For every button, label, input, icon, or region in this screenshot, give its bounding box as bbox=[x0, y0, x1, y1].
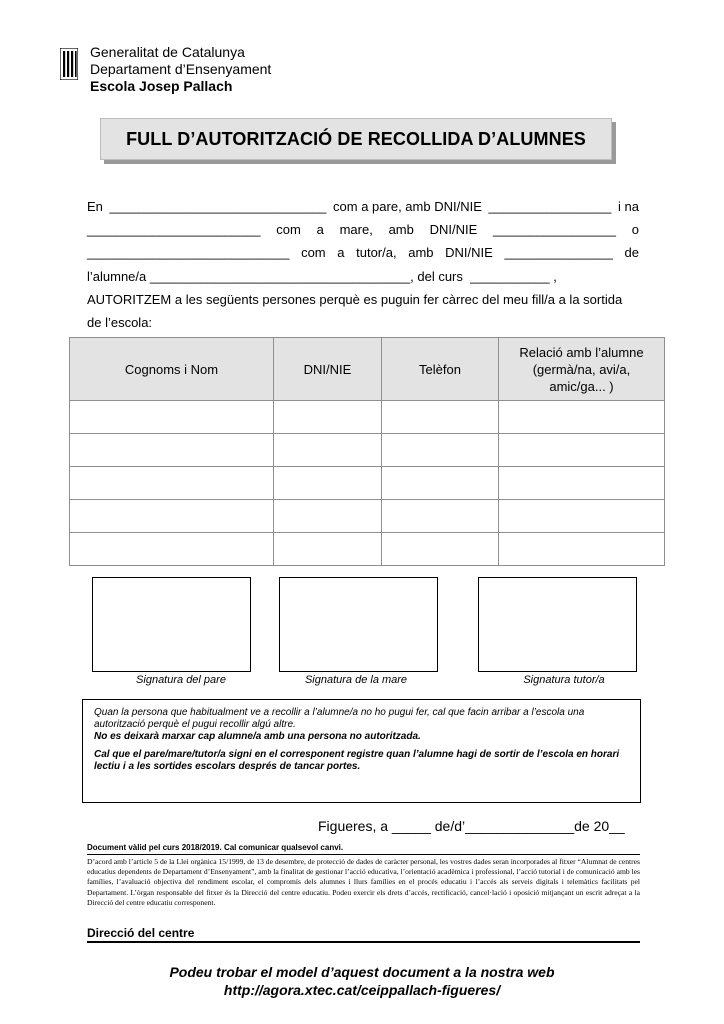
footer-text: Podeu trobar el model d’aquest document a la nostra web bbox=[169, 964, 555, 980]
col-header-phone: Telèfon bbox=[382, 338, 499, 401]
table-header-row bbox=[70, 338, 665, 401]
notice-warning: No es deixarà marxar cap alumne/a amb una persona no autoritzada. bbox=[94, 731, 421, 742]
generalitat-logo-icon bbox=[60, 48, 78, 80]
validity-note: Document vàlid pel curs 2018/2019. Cal comunicar qualsevol canvi. bbox=[87, 843, 344, 852]
header-generalitat: Generalitat de Catalunya bbox=[90, 44, 245, 60]
form-line-alumne: l’alumne/a ____________________________________, del curs ___________ , bbox=[87, 269, 557, 284]
signature-box-pare[interactable] bbox=[92, 577, 251, 672]
direccio-label: Direcció del centre bbox=[87, 926, 195, 940]
table-row bbox=[70, 434, 665, 467]
table-cell[interactable] bbox=[499, 467, 665, 500]
notice-instruction: Cal que el pare/mare/tutor/a signi en el corresponent registre quan l’alumne hagi de sortir de l’escola en horari lectiu i a les sortides escolars després de tancar portes. bbox=[94, 749, 620, 772]
signature-box-tutor[interactable] bbox=[478, 577, 637, 672]
table-cell[interactable] bbox=[499, 500, 665, 533]
legal-text: D’acord amb l’article 5 de la Llei orgànica 15/1999, de 13 de desembre, de protecció de dades de caràcter personal, les vostres dades seran incorporades al fitxer “Alumnat de centres educatius dependents de Departament d’Ensenyament”, amb la finalitat de gestionar l’acció educativa, l’orientació acadèmica i professional, l’acció tutorial i de comunicació amb les famílies, l’avaluació objectiva del rendiment escolar, el compromís dels alumnes i llurs famílies en el procés educatiu i l’accés als serveis digitals i telemàtics facilitats pel Departament. L’òrgan responsable del fitxer és la Direcció del centre educatiu. Podeu exercir els drets d’accés, rectificació, cancel·lació i oposició mitjançant un escrit adreçat a la Direcció del centre educatiu corresponent. bbox=[87, 857, 640, 907]
table-cell[interactable] bbox=[382, 500, 499, 533]
form-line-pare: En ______________________________ com a pare, amb DNI/NIE _________________ i na bbox=[87, 199, 639, 214]
table-cell[interactable] bbox=[274, 467, 382, 500]
col-header-relation: Relació amb l’alumne (germà/na, avi/a, amic/ga... ) bbox=[499, 338, 665, 401]
notice-text: Quan la persona que habitualment ve a recollir a l’alumne/a no ho pugui fer, cal que facin arribar a l’escola una autorització perquè el pugui recollir algú altre. bbox=[94, 707, 585, 730]
table-cell[interactable] bbox=[274, 434, 382, 467]
table-row bbox=[70, 401, 665, 434]
table-cell[interactable] bbox=[70, 434, 274, 467]
table-cell[interactable] bbox=[382, 467, 499, 500]
footer-url[interactable]: http://agora.xtec.cat/ceippallach-figueres/ bbox=[223, 982, 501, 998]
form-line-tutor: ____________________________ com a tutor/a, amb DNI/NIE _______________ de bbox=[87, 245, 639, 260]
col-header-name: Cognoms i Nom bbox=[70, 338, 274, 401]
table-cell[interactable] bbox=[382, 434, 499, 467]
form-line-escola: de l’escola: bbox=[87, 315, 153, 330]
signature-label-tutor: Signatura tutor/a bbox=[523, 674, 605, 686]
signature-label-mare: Signatura de la mare bbox=[304, 674, 408, 686]
table-cell[interactable] bbox=[274, 401, 382, 434]
table-cell[interactable] bbox=[382, 533, 499, 566]
divider bbox=[87, 854, 640, 855]
document-title: FULL D’AUTORITZACIÓ DE RECOLLIDA D’ALUMNES bbox=[100, 118, 612, 160]
col-header-dni: DNI/NIE bbox=[274, 338, 382, 401]
table-row bbox=[70, 467, 665, 500]
table-row bbox=[70, 500, 665, 533]
table-cell[interactable] bbox=[382, 401, 499, 434]
date-line: Figueres, a _____ de/d’______________de 20__ bbox=[318, 818, 625, 834]
table-cell[interactable] bbox=[70, 401, 274, 434]
authorized-persons-table bbox=[69, 337, 665, 566]
signature-box-mare[interactable] bbox=[279, 577, 438, 672]
table-cell[interactable] bbox=[499, 434, 665, 467]
signature-label-pare: Signatura del pare bbox=[136, 674, 226, 686]
table-cell[interactable] bbox=[499, 401, 665, 434]
table-cell[interactable] bbox=[70, 500, 274, 533]
header-school: Escola Josep Pallach bbox=[90, 78, 233, 94]
header-department: Departament d’Ensenyament bbox=[90, 61, 272, 77]
table-cell[interactable] bbox=[274, 533, 382, 566]
form-line-autoritzem: AUTORITZEM a les següents persones perquè es puguin fer càrrec del meu fill/a a la sortida bbox=[87, 292, 623, 307]
table-cell[interactable] bbox=[499, 533, 665, 566]
notice-box bbox=[82, 699, 641, 803]
table-cell[interactable] bbox=[274, 500, 382, 533]
table-row bbox=[70, 533, 665, 566]
table-cell[interactable] bbox=[70, 467, 274, 500]
form-line-mare: ________________________ com a mare, amb DNI/NIE _________________ o bbox=[87, 222, 639, 237]
divider bbox=[87, 941, 640, 943]
table-cell[interactable] bbox=[70, 533, 274, 566]
